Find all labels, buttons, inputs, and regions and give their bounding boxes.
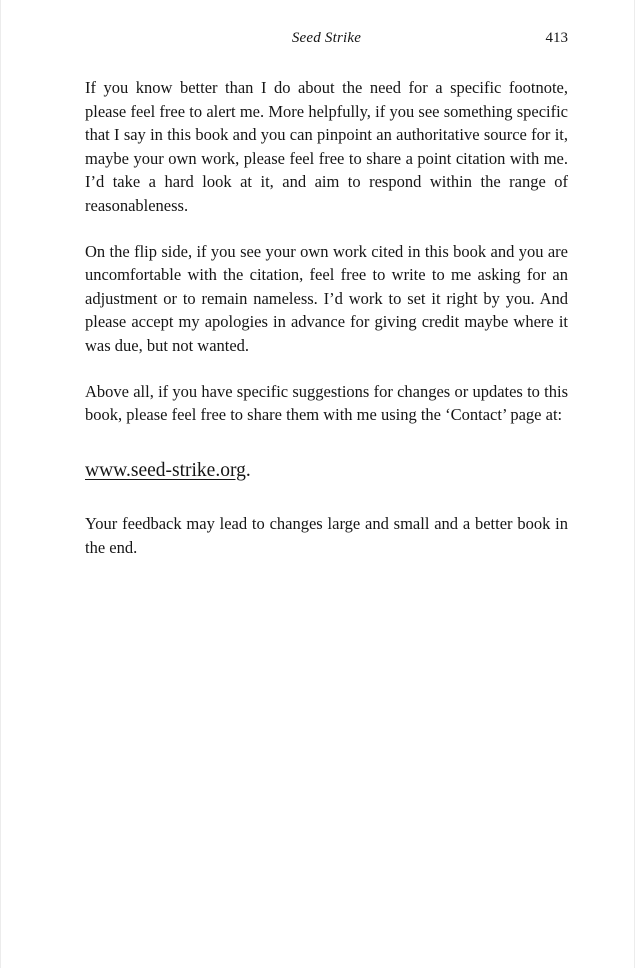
website-link-line	[85, 459, 568, 483]
page-body	[85, 76, 568, 560]
website-link[interactable]: www.seed-strike.org	[85, 459, 246, 481]
paragraph-footnote-alert: If you know better than I do about the need for a specific footnote, please feel free to alert me. More helpfully, if you see something specific that I say in this book and you can pinpoint an authoritative source for it, maybe your own work, please feel free to share a point citation with me. I’d take a hard look at it, and aim to respond within the range of reasonableness.	[85, 78, 568, 215]
paragraph-citation-adjustment: On the flip side, if you see your own work cited in this book and you are uncomfortable with the citation, feel free to write to me asking for an adjustment or to remain nameless. I’d work to set it right by you. And please accept my apologies in advance for giving credit maybe where it was due, but not wanted.	[85, 241, 568, 355]
page-header	[85, 30, 568, 50]
running-head-title: Seed Strike	[291, 30, 362, 46]
link-suffix-period: .	[245, 459, 251, 481]
paragraph-suggestions-contact: Above all, if you have specific suggestions for changes or updates to this book, please feel free to share them with me using the ‘Contact’ page at:	[85, 381, 568, 425]
page-number: 413	[545, 30, 568, 46]
paragraph-closing-feedback: Your feedback may lead to changes large and small and a better book in the end.	[85, 514, 568, 557]
